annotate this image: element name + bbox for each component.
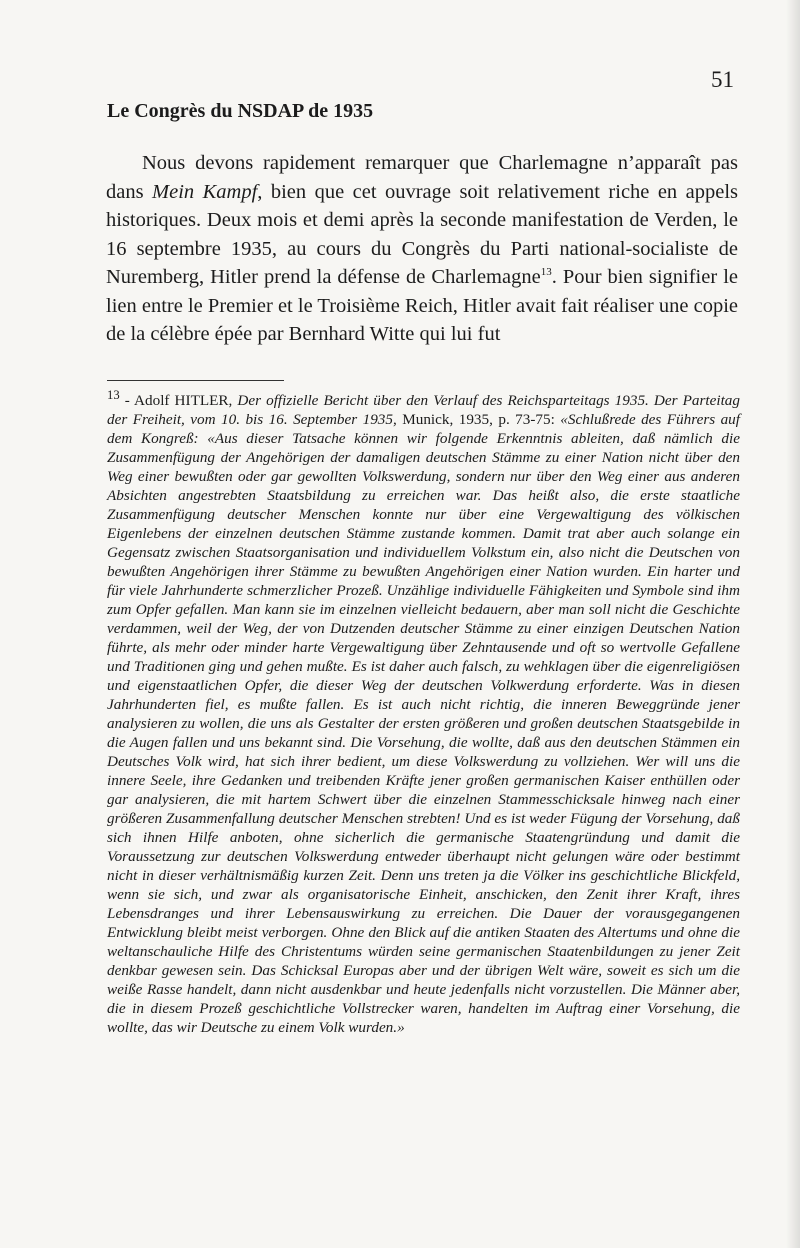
footnote-publication: , Munick, 1935, p. 73-75: <box>393 411 561 429</box>
body-paragraph <box>106 149 738 349</box>
footnote <box>107 386 740 1037</box>
section-heading: Le Congrès du NSDAP de 1935 <box>107 100 374 122</box>
bleed-through-text <box>430 102 760 122</box>
body-text-1: Nous devons rapidement remarquer que Charlemagne n’apparaît pas dans <box>106 152 738 203</box>
body-text-3: . Pour bien signifier le lien entre le Premier et le Troisième Reich, Hitler avait fait réaliser une copie de la célèbre épée par Bernhard Witte qui lui fut <box>106 266 738 345</box>
footnote-separator <box>107 380 284 381</box>
book-title-mein-kampf: Mein Kampf <box>152 180 258 203</box>
page-number: 51 <box>711 67 734 92</box>
footnote-number: 13 <box>107 388 120 402</box>
page-edge-shadow <box>786 0 800 1248</box>
footnote-reference[interactable]: 13 <box>540 266 552 278</box>
body-text-2: , bien que cet ouvrage soit relativement riche en appels historiques. Deux mois et demi après la seconde manifestation de Verden, le 16 septembre 1935, au cours du Congrès du Parti national-socialiste de Nuremberg, Hitler prend la défense de Charlemagne <box>106 180 739 288</box>
footnote-source-title: Der offizielle Bericht über den Verlauf des Reichsparteitags 1935. Der Parteitag der Freiheit, vom 10. bis 16. September 1935 <box>107 392 740 429</box>
footnote-author: - Adolf HITLER, <box>119 392 238 410</box>
footnote-quote: «Schlußrede des Führers auf dem Kongreß: «Aus dieser Tatsache können wir folgende Erkenntnis ableiten, daß nämlich die Zusammenfügung der Angehörigen der damaligen deutschen Stämme zu einer Nation nicht über den Weg einer bewußten oder gar gewollten Volkswerdung, sondern nur über den Weg einer aus anderen Absichten angestrebten Staatsbildung zu erreichen war. Das heißt also, die erste staatliche Zusammenfügung deutscher Menschen konnte nur über eine Vergewaltigung des völkischen Eigenlebens der einzelnen deutschen Stämme zustande kommen. Damit trat aber auch solange ein Gegensatz zwischen Staatsorganisation und individuellem Volkstum ein, also nicht die Deutschen von bewußten Angehörigen ihrer Stämme zu bewußten Angehörigen einer Nation wurden. Ein harter und für viele Jahrhunderte schmerzlicher Prozeß. Unzählige individuelle Fähigkeiten und Symbole sind ihm zum Opfer gefallen. Man kann sie im einzelnen vielleicht bedauern, aber man soll nicht die Geschichte verdammen, weil der Weg, der von Dutzenden deutscher Stämme zu einer einzigen Deutschen Nation führte, als mehr oder minder harte Vergewaltigung über Zehntausende und oft so wertvolle Gefallene und Traditionen ging und gehen mußte. Es ist daher auch falsch, zu wehklagen über die eigenreligiösen und eigenstaatlichen Opfer, die dieser Weg der deutschen Volkwerdung erforderte. Was in diesen Jahrhunderten fiel, es mußte fallen. Es ist auch nicht richtig, die inneren Beweggründe jener analysieren zu wollen, die uns als Gestalter der ersten größeren und großen deutschen Staatsgebilde in die Augen fallen und uns bekannt sind. Die Vorsehung, die wollte, daß aus den deutschen Stämmen ein Deutsches Volk wird, hat sich ihrer bedient, um diese Volkswerdung zu vollziehen. Wer will uns die innere Seele, ihre Gedanken und treibenden Kräfte jener großen germanischen Kaiser enthüllen oder gar analysieren, die mit hartem Schwert über die einzelnen Stammesschicksale hinweg nach einer größeren Zusammenfallung deutscher Menschen strebten! Und es ist weder Fügung der Vorsehung, daß sich ihnen Hilfe anboten, ohne sicherlich die germanische Staatengründung und damit die Voraussetzung zur deutschen Volkswerdung entweder überhaupt nicht gelungen wäre oder bestimmt nicht in dieser verhältnismäßig kurzen Zeit. Denn uns treten ja die Völker ins geschichtliche Blickfeld, wenn sie sich, und zwar als organisatorische Einheit, anschicken, den Zenit ihrer Kraft, ihres Lebensdranges und ihrer Lebensauswirkung zu erreichen. Die Dauer der vorausgegangenen Entwicklung bleibt meist verborgen. Ohne den Blick auf die antiken Staaten des Altertums und ohne die weltanschauliche Hilfe des Christentums würden seine germanischen Staatenbildungen zu jener Zeit denkbar gewesen sein. Das Schicksal Europas aber und der übrigen Welt wäre, soweit es sich um die weiße Rasse handelt, dann nicht ausdenkbar und heute jedenfalls nicht vorzustellen. Die Männer aber, die in diesem Prozeß geschichtliche Vollstrecker waren, handelten im Auftrag einer Vorsehung, die wollte, das wir Deutsche zu einem Volk wurden.» <box>107 411 740 1037</box>
